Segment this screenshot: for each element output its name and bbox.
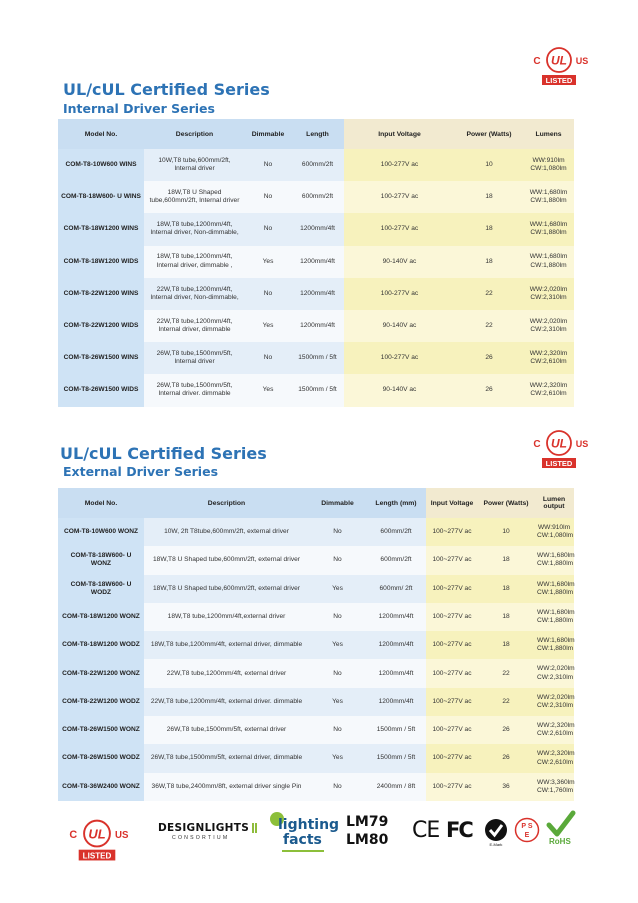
fcc-mark-icon: FC — [446, 818, 472, 842]
table-row — [58, 716, 574, 744]
cell-lumens: WW:2,320lm CW:2,610lm — [523, 342, 574, 374]
cell-dim: Yes — [309, 688, 366, 716]
cell-len: 600mm/2ft — [366, 546, 426, 574]
cell-watts: 10 — [478, 518, 534, 546]
svg-text:US: US — [575, 56, 589, 66]
cell-desc: 26W,T8 tube,1500mm/5ft, Internal driver. dimmable — [144, 374, 245, 406]
cell-volt: 100~277V ac — [426, 659, 478, 687]
cell-lumens: WW:1,680lm CW:1,880lm — [534, 603, 574, 631]
cell-len: 600mm/ 2ft — [366, 575, 426, 603]
cell-dim: No — [309, 659, 366, 687]
lighting-facts-bottom: facts — [283, 832, 322, 848]
cell-dim: No — [245, 278, 291, 310]
cell-lumens: WW:2,020lm CW:2,310lm — [523, 278, 574, 310]
cell-volt: 100~277V ac — [426, 688, 478, 716]
cell-volt: 100-277V ac — [344, 149, 455, 181]
cell-len: 1200mm/4ft — [366, 603, 426, 631]
cell-model: COM-T8-22W1200 WODZ — [58, 688, 144, 716]
cell-lumens: WW:1,680lm CW:1,880lm — [534, 631, 574, 659]
cell-dim: Yes — [245, 310, 291, 342]
cell-desc: 18W,T8 tube,1200mm/4ft,external driver — [144, 603, 309, 631]
cell-dim: No — [245, 181, 291, 213]
cell-desc: 18W,T8 tube,1200mm/4ft, external driver, dimmable — [144, 631, 309, 659]
column-header: Dimmable — [245, 119, 291, 149]
cell-volt: 100-277V ac — [344, 213, 455, 245]
cell-desc: 18W,T8 U Shaped tube,600mm/2ft, Internal driver — [144, 181, 245, 213]
cell-model: COM-T8-26W1500 WODZ — [58, 744, 144, 772]
column-header: Lumens — [523, 119, 574, 149]
table-row — [58, 546, 574, 574]
cell-watts: 26 — [455, 374, 523, 406]
cell-len: 600mm/2ft — [291, 181, 344, 213]
cell-dim: No — [245, 149, 291, 181]
cell-dim: Yes — [309, 575, 366, 603]
svg-text:E: E — [524, 832, 530, 839]
lighting-facts-underline — [282, 850, 324, 852]
cell-watts: 36 — [478, 773, 534, 801]
svg-text:LISTED: LISTED — [545, 459, 573, 468]
table-row — [58, 310, 574, 342]
cell-model: COM-T8-18W600- U WONZ — [58, 546, 144, 574]
cell-model: COM-T8-18W1200 WODZ — [58, 631, 144, 659]
svg-text:LISTED: LISTED — [545, 76, 573, 85]
cell-desc: 26W,T8 tube,1500mm/5ft, Internal driver — [144, 342, 245, 374]
cell-volt: 90-140V ac — [344, 310, 455, 342]
cell-watts: 18 — [478, 546, 534, 574]
cell-desc: 18W,T8 tube,1200mm/4ft, Internal driver, Non-dimmable, — [144, 213, 245, 245]
column-header: Input Voltage — [344, 119, 455, 149]
cell-len: 600mm/2ft — [366, 518, 426, 546]
table-row — [58, 688, 574, 716]
cell-desc: 22W,T8 tube,1200mm/4ft, external driver. dimmable — [144, 688, 309, 716]
svg-text:C: C — [69, 828, 78, 841]
cell-len: 1200mm/4ft — [366, 659, 426, 687]
cell-len: 600mm/2ft — [291, 149, 344, 181]
cell-dim: No — [245, 213, 291, 245]
cell-desc: 36W,T8 tube,2400mm/8ft, external driver single Pin — [144, 773, 309, 801]
cell-watts: 18 — [455, 181, 523, 213]
cell-model: COM-T8-26W1500 WINS — [58, 342, 144, 374]
ul-listed-logo-icon — [62, 812, 132, 868]
cell-dim: No — [309, 773, 366, 801]
svg-text:UL: UL — [551, 53, 567, 68]
cell-watts: 10 — [455, 149, 523, 181]
cell-lumens: WW:1,680lm CW:1,880lm — [523, 246, 574, 278]
cell-desc: 10W,T8 tube,600mm/2ft, Internal driver — [144, 149, 245, 181]
cell-lumens: WW:1,680lm CW:1,880lm — [523, 213, 574, 245]
cell-volt: 100-277V ac — [344, 278, 455, 310]
designlights-bars-icon — [252, 823, 258, 833]
lighting-facts-top: lighting — [278, 817, 340, 833]
cell-model: COM-T8-18W1200 WIDS — [58, 246, 144, 278]
cell-volt: 100-277V ac — [344, 342, 455, 374]
cell-watts: 26 — [478, 716, 534, 744]
cell-watts: 22 — [478, 659, 534, 687]
cell-volt: 100-277V ac — [344, 181, 455, 213]
cell-desc: 26W,T8 tube,1500mm/5ft, external driver — [144, 716, 309, 744]
cell-watts: 18 — [478, 631, 534, 659]
table-header-row — [58, 119, 574, 149]
svg-text:C: C — [533, 56, 541, 67]
table-row — [58, 631, 574, 659]
cell-watts: 18 — [478, 575, 534, 603]
cell-lumens: WW:2,320lm CW:2,610lm — [523, 374, 574, 406]
column-header: Model No. — [58, 488, 144, 518]
cell-dim: Yes — [245, 246, 291, 278]
table-row — [58, 744, 574, 772]
cell-dim: No — [245, 342, 291, 374]
cell-volt: 90-140V ac — [344, 246, 455, 278]
cell-lumens: WW:2,020lm CW:2,310lm — [534, 659, 574, 687]
cell-model: COM-T8-26W1500 WIDS — [58, 374, 144, 406]
cell-desc: 18W,T8 U Shaped tube,600mm/2ft, external driver — [144, 575, 309, 603]
cell-watts: 26 — [478, 744, 534, 772]
column-header: Power (Watts) — [478, 488, 534, 518]
svg-text:UL: UL — [551, 436, 567, 451]
cell-len: 1200mm/4ft — [291, 310, 344, 342]
table-row — [58, 603, 574, 631]
cell-volt: 100~277V ac — [426, 518, 478, 546]
designlights-logo — [158, 822, 258, 848]
section-title-external: UL/cUL Certified Series — [60, 444, 267, 463]
designlights-wordmark: DESIGNLIGHTS — [158, 822, 250, 834]
cell-watts: 22 — [455, 310, 523, 342]
cell-model: COM-T8-10W600 WINS — [58, 149, 144, 181]
column-header: Length (mm) — [366, 488, 426, 518]
cell-model: COM-T8-18W600- U WINS — [58, 181, 144, 213]
cell-lumens: WW:1,680lm CW:1,880lm — [534, 546, 574, 574]
cell-model: COM-T8-18W1200 WINS — [58, 213, 144, 245]
column-header: Lumen output — [534, 488, 574, 518]
section-title-internal: UL/cUL Certified Series — [63, 80, 270, 99]
external-driver-table — [58, 488, 574, 801]
cell-dim: Yes — [309, 744, 366, 772]
cell-lumens: WW:2,320lm CW:2,610lm — [534, 744, 574, 772]
cell-desc: 18W,T8 U Shaped tube,600mm/2ft, external driver — [144, 546, 309, 574]
cell-volt: 100~277V ac — [426, 773, 478, 801]
column-header: Description — [144, 119, 245, 149]
cell-desc: 10W, 2ft T8tube,600mm/2ft, external driver — [144, 518, 309, 546]
svg-text:C: C — [533, 439, 541, 450]
svg-text:E-Mark: E-Mark — [489, 842, 503, 847]
column-header: Model No. — [58, 119, 144, 149]
cell-watts: 22 — [455, 278, 523, 310]
etl-check-mark-icon — [482, 817, 510, 847]
ce-mark-icon: CE — [412, 818, 440, 843]
cell-dim: No — [309, 518, 366, 546]
cell-len: 1200mm/4ft — [366, 688, 426, 716]
cell-lumens: WW:910lm CW:1,080lm — [523, 149, 574, 181]
cell-desc: 22W,T8 tube,1200mm/4ft, Internal driver, Non-dimmable, — [144, 278, 245, 310]
cell-dim: Yes — [245, 374, 291, 406]
lm79-label: LM79 — [346, 814, 389, 830]
cell-model: COM-T8-36W2400 WONZ — [58, 773, 144, 801]
table-row — [58, 213, 574, 245]
cell-model: COM-T8-18W600- U WODZ — [58, 575, 144, 603]
table-row — [58, 575, 574, 603]
table-row — [58, 773, 574, 801]
internal-driver-table — [58, 119, 574, 407]
table-row — [58, 246, 574, 278]
cell-model: COM-T8-18W1200 WONZ — [58, 603, 144, 631]
table-row — [58, 181, 574, 213]
svg-text:LISTED: LISTED — [82, 851, 112, 861]
table-header-row — [58, 488, 574, 518]
cell-lumens: WW:2,020lm CW:2,310lm — [523, 310, 574, 342]
cell-len: 1500mm / 5ft — [366, 716, 426, 744]
lighting-facts-logo — [270, 812, 340, 862]
cell-volt: 100~277V ac — [426, 603, 478, 631]
cell-model: COM-T8-22W1200 WIDS — [58, 310, 144, 342]
cell-model: COM-T8-10W600 WONZ — [58, 518, 144, 546]
lm80-label: LM80 — [346, 832, 389, 848]
cell-watts: 18 — [478, 603, 534, 631]
cell-lumens: WW:3,360lm CW:1,760lm — [534, 773, 574, 801]
cell-volt: 100~277V ac — [426, 631, 478, 659]
designlights-consortium-label: CONSORTIUM — [172, 835, 230, 841]
cell-len: 1200mm/4ft — [291, 278, 344, 310]
ul-listed-logo-icon — [528, 423, 590, 475]
cell-desc: 26W,T8 tube,1500mm/5ft, external driver, dimmable — [144, 744, 309, 772]
cell-desc: 18W,T8 tube,1200mm/4ft, Internal driver, dimmable , — [144, 246, 245, 278]
cell-len: 1500mm / 5ft — [291, 342, 344, 374]
table-row — [58, 518, 574, 546]
cell-model: COM-T8-22W1200 WONZ — [58, 659, 144, 687]
column-header: Power (Watts) — [455, 119, 523, 149]
cell-desc: 22W,T8 tube,1200mm/4ft, Internal driver, dimmable — [144, 310, 245, 342]
svg-text:US: US — [575, 439, 589, 449]
cell-lumens: WW:910lm CW:1,080lm — [534, 518, 574, 546]
rohs-label: RoHS — [549, 837, 571, 846]
cell-dim: Yes — [309, 631, 366, 659]
cell-lumens: WW:1,680lm CW:1,880lm — [534, 575, 574, 603]
column-header: Description — [144, 488, 309, 518]
cell-len: 1500mm / 5ft — [366, 744, 426, 772]
cell-len: 1200mm/4ft — [291, 246, 344, 278]
cell-volt: 90-140V ac — [344, 374, 455, 406]
column-header: Dimmable — [309, 488, 366, 518]
pse-mark-icon — [514, 815, 540, 847]
cell-volt: 100~277V ac — [426, 744, 478, 772]
cell-lumens: WW:2,320lm CW:2,610lm — [534, 716, 574, 744]
table-row — [58, 659, 574, 687]
cell-dim: No — [309, 603, 366, 631]
section-subtitle-external: External Driver Series — [63, 464, 219, 479]
table-row — [58, 374, 574, 406]
svg-text:P S: P S — [521, 823, 533, 830]
rohs-check-icon — [546, 810, 576, 838]
cell-watts: 26 — [455, 342, 523, 374]
cell-volt: 100~277V ac — [426, 546, 478, 574]
cell-model: COM-T8-22W1200 WINS — [58, 278, 144, 310]
cell-lumens: WW:1,680lm CW:1,880lm — [523, 181, 574, 213]
cell-dim: No — [309, 716, 366, 744]
cell-len: 2400mm / 8ft — [366, 773, 426, 801]
ul-listed-logo-icon — [528, 40, 590, 92]
table-row — [58, 278, 574, 310]
svg-text:UL: UL — [88, 826, 106, 842]
cell-volt: 100~277V ac — [426, 575, 478, 603]
cell-watts: 18 — [455, 213, 523, 245]
cell-volt: 100~277V ac — [426, 716, 478, 744]
cell-len: 1200mm/4ft — [291, 213, 344, 245]
cell-dim: No — [309, 546, 366, 574]
cell-model: COM-T8-26W1500 WONZ — [58, 716, 144, 744]
cell-lumens: WW:2,020lm CW:2,310lm — [534, 688, 574, 716]
cell-watts: 22 — [478, 688, 534, 716]
cell-len: 1200mm/4ft — [366, 631, 426, 659]
column-header: Length — [291, 119, 344, 149]
section-subtitle-internal: Internal Driver Series — [63, 101, 215, 116]
table-row — [58, 342, 574, 374]
svg-text:US: US — [115, 829, 129, 841]
table-row — [58, 149, 574, 181]
column-header: Input Voltage — [426, 488, 478, 518]
cell-watts: 18 — [455, 246, 523, 278]
cell-len: 1500mm / 5ft — [291, 374, 344, 406]
cell-desc: 22W,T8 tube,1200mm/4ft, external driver — [144, 659, 309, 687]
